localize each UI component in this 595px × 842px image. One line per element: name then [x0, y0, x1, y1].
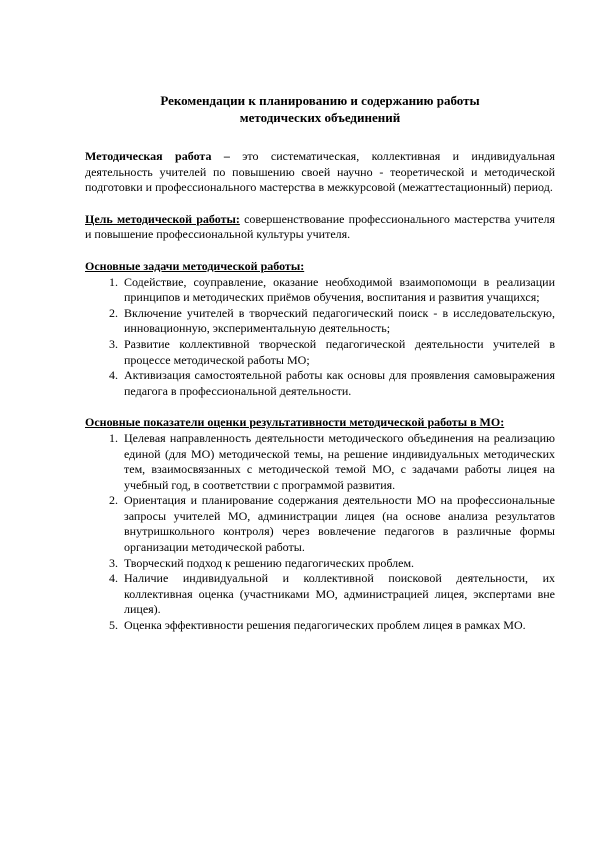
goal-text: совершенствование профессионального мастерства учителя и повышение профессиональной культуры учителя.: [85, 211, 556, 242]
list-item: 4. Наличие индивидуальной и коллективной поисковой деятельности, их коллективная оценка (участниками МО, администрацией лицея, экспертами вне лицея).: [121, 571, 555, 618]
list-item: 1. Целевая направленность деятельности методического объединения на реализацию единой (для МО) методической темы, на решение индивидуальных методических тем, взаимосвязанных с методической темой МО, с задачами работы лицея на учебный год, в соответствии с программой развития.: [121, 431, 555, 493]
goal-paragraph: [85, 212, 555, 243]
list-item: 3. Творческий подход к решению педагогических проблем.: [121, 556, 555, 572]
definition-paragraph: [85, 149, 555, 196]
title-line-1: Рекомендации к планированию и содержанию работы: [160, 93, 480, 108]
indicators-list: [85, 431, 555, 634]
title-line-2: методических объединений: [239, 110, 401, 125]
list-item: 2. Включение учителей в творческий педагогический поиск - в исследовательскую, инновационную, экспериментальную деятельность;: [121, 306, 555, 337]
list-item: 1. Содействие, соуправление, оказание необходимой взаимопомощи в реализации принципов и методических приёмов обучения, воспитания и развития учащихся;: [121, 275, 555, 306]
tasks-list: [85, 275, 555, 400]
goal-term: Цель методической работы:: [85, 211, 240, 226]
tasks-heading: Основные задачи методической работы:: [85, 258, 305, 273]
list-item: 5. Оценка эффективности решения педагогических проблем лицея в рамках МО.: [121, 618, 555, 634]
document-page: [85, 92, 555, 634]
indicators-heading: Основные показатели оценки результативности методической работы в МО:: [85, 415, 505, 430]
definition-term: Методическая работа –: [85, 149, 230, 163]
list-item: 3. Развитие коллективной творческой педагогической деятельности учителей в процессе методической работы МО;: [121, 337, 555, 368]
document-title: [85, 92, 555, 126]
list-item: 4. Активизация самостоятельной работы как основы для проявления самовыражения педагога в профессиональной деятельности.: [121, 368, 555, 399]
list-item: 2. Ориентация и планирование содержания деятельности МО на профессиональные запросы учителей МО, администрации лицея (на основе анализа результатов внутришкольного контроля) через вовлечение педагогов в различные формы организации методической работы.: [121, 493, 555, 555]
definition-text: это систематическая, коллективная и индивидуальная деятельность учителей по повышению своей научно - теоретической и методической подготовки и профессионального мастерства в межкурсовой (межаттестационный) период.: [85, 149, 556, 195]
